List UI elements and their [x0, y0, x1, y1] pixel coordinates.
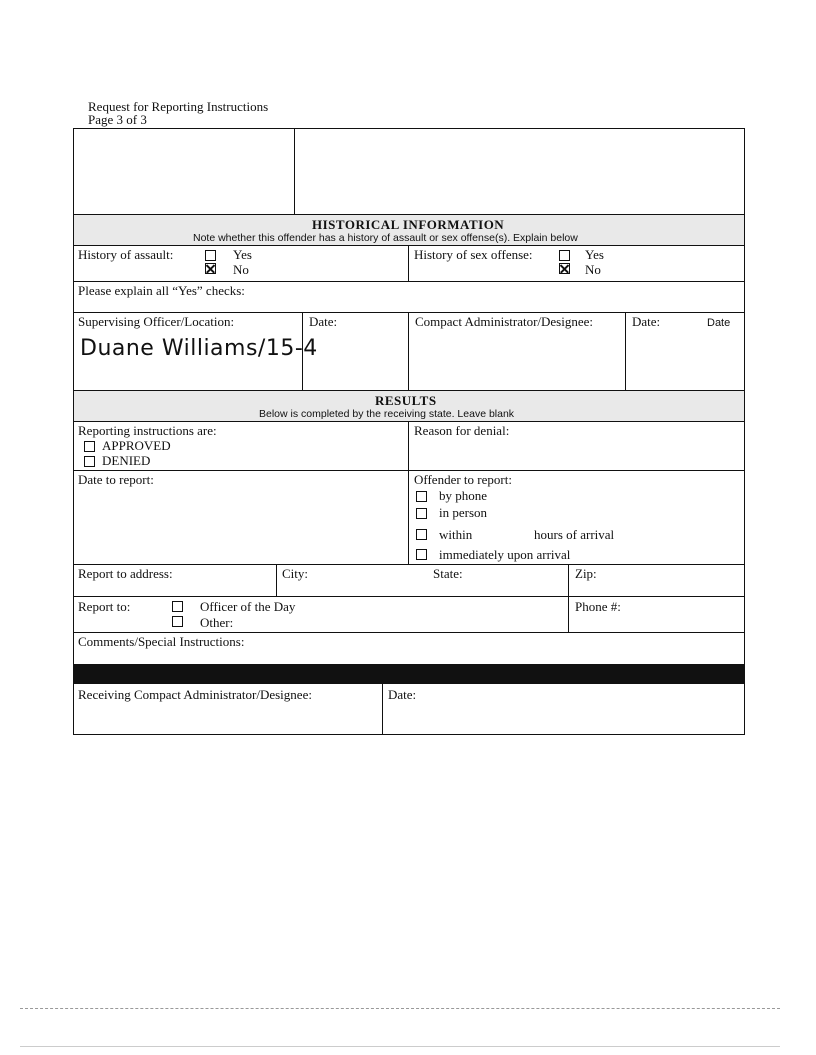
instructions-label: Reporting instructions are: — [78, 423, 217, 438]
approved-checkbox[interactable] — [84, 441, 95, 452]
results-title: RESULTS — [375, 393, 437, 408]
scan-bottom-edge — [20, 1046, 780, 1047]
scan-dashed-line — [20, 1008, 780, 1009]
historical-title: HISTORICAL INFORMATION — [312, 217, 505, 232]
approved-label: APPROVED — [102, 438, 171, 453]
sex-offense-yes-label: Yes — [585, 247, 604, 262]
officer-date-label: Date: — [309, 314, 338, 329]
offender-report-label: Offender to report: — [414, 472, 512, 487]
report-to-label: Report to: — [78, 599, 131, 614]
comments-label: Comments/Special Instructions: — [78, 634, 245, 649]
by-phone-checkbox[interactable] — [416, 491, 427, 502]
other-checkbox[interactable] — [172, 616, 183, 627]
sex-offense-no-label: No — [585, 262, 601, 277]
assault-no-label: No — [233, 262, 249, 277]
phone-label: Phone #: — [575, 599, 621, 614]
receiving-label: Receiving Compact Administrator/Designee: — [78, 687, 312, 702]
address-label: Report to address: — [78, 566, 173, 581]
immediately-label: immediately upon arrival — [439, 547, 571, 562]
assault-no-checkbox[interactable] — [205, 263, 216, 274]
in-person-checkbox[interactable] — [416, 508, 427, 519]
explain-label: Please explain all “Yes” checks: — [78, 283, 245, 298]
assault-yes-checkbox[interactable] — [205, 250, 216, 261]
compact-date-value[interactable]: Date — [707, 317, 731, 329]
within-checkbox[interactable] — [416, 529, 427, 540]
compact-date-label: Date: — [632, 314, 661, 329]
officer-of-day-checkbox[interactable] — [172, 601, 183, 612]
date-to-report-label: Date to report: — [78, 472, 154, 487]
zip-label: Zip: — [575, 566, 597, 581]
other-label: Other: — [200, 615, 234, 630]
by-phone-label: by phone — [439, 488, 488, 503]
denial-label: Reason for denial: — [414, 423, 510, 438]
denied-label: DENIED — [102, 453, 151, 468]
sex-offense-label: History of sex offense: — [414, 247, 533, 262]
sex-offense-yes-checkbox[interactable] — [559, 250, 570, 261]
city-label: City: — [282, 566, 309, 581]
sex-offense-no-checkbox[interactable] — [559, 263, 570, 274]
within-label: within — [439, 527, 473, 542]
results-note: Below is completed by the receiving state. Leave blank — [259, 408, 515, 420]
denied-checkbox[interactable] — [84, 456, 95, 467]
receiving-date-label: Date: — [388, 687, 417, 702]
immediately-checkbox[interactable] — [416, 549, 427, 560]
officer-value[interactable]: Duane Williams/15-4 — [80, 336, 318, 361]
state-label: State: — [433, 566, 463, 581]
compact-label: Compact Administrator/Designee: — [415, 314, 593, 329]
assault-label: History of assault: — [78, 247, 174, 262]
officer-of-day-label: Officer of the Day — [200, 599, 296, 614]
separator-bar — [73, 664, 745, 684]
hours-of-arrival-label: hours of arrival — [534, 527, 615, 542]
in-person-label: in person — [439, 505, 488, 520]
page-number: Page 3 of 3 — [88, 112, 147, 127]
assault-yes-label: Yes — [233, 247, 252, 262]
officer-label: Supervising Officer/Location: — [78, 314, 235, 329]
form-title: Request for Reporting Instructions — [88, 99, 269, 114]
historical-note: Note whether this offender has a history of assault or sex offense(s). Explain below — [193, 232, 578, 244]
